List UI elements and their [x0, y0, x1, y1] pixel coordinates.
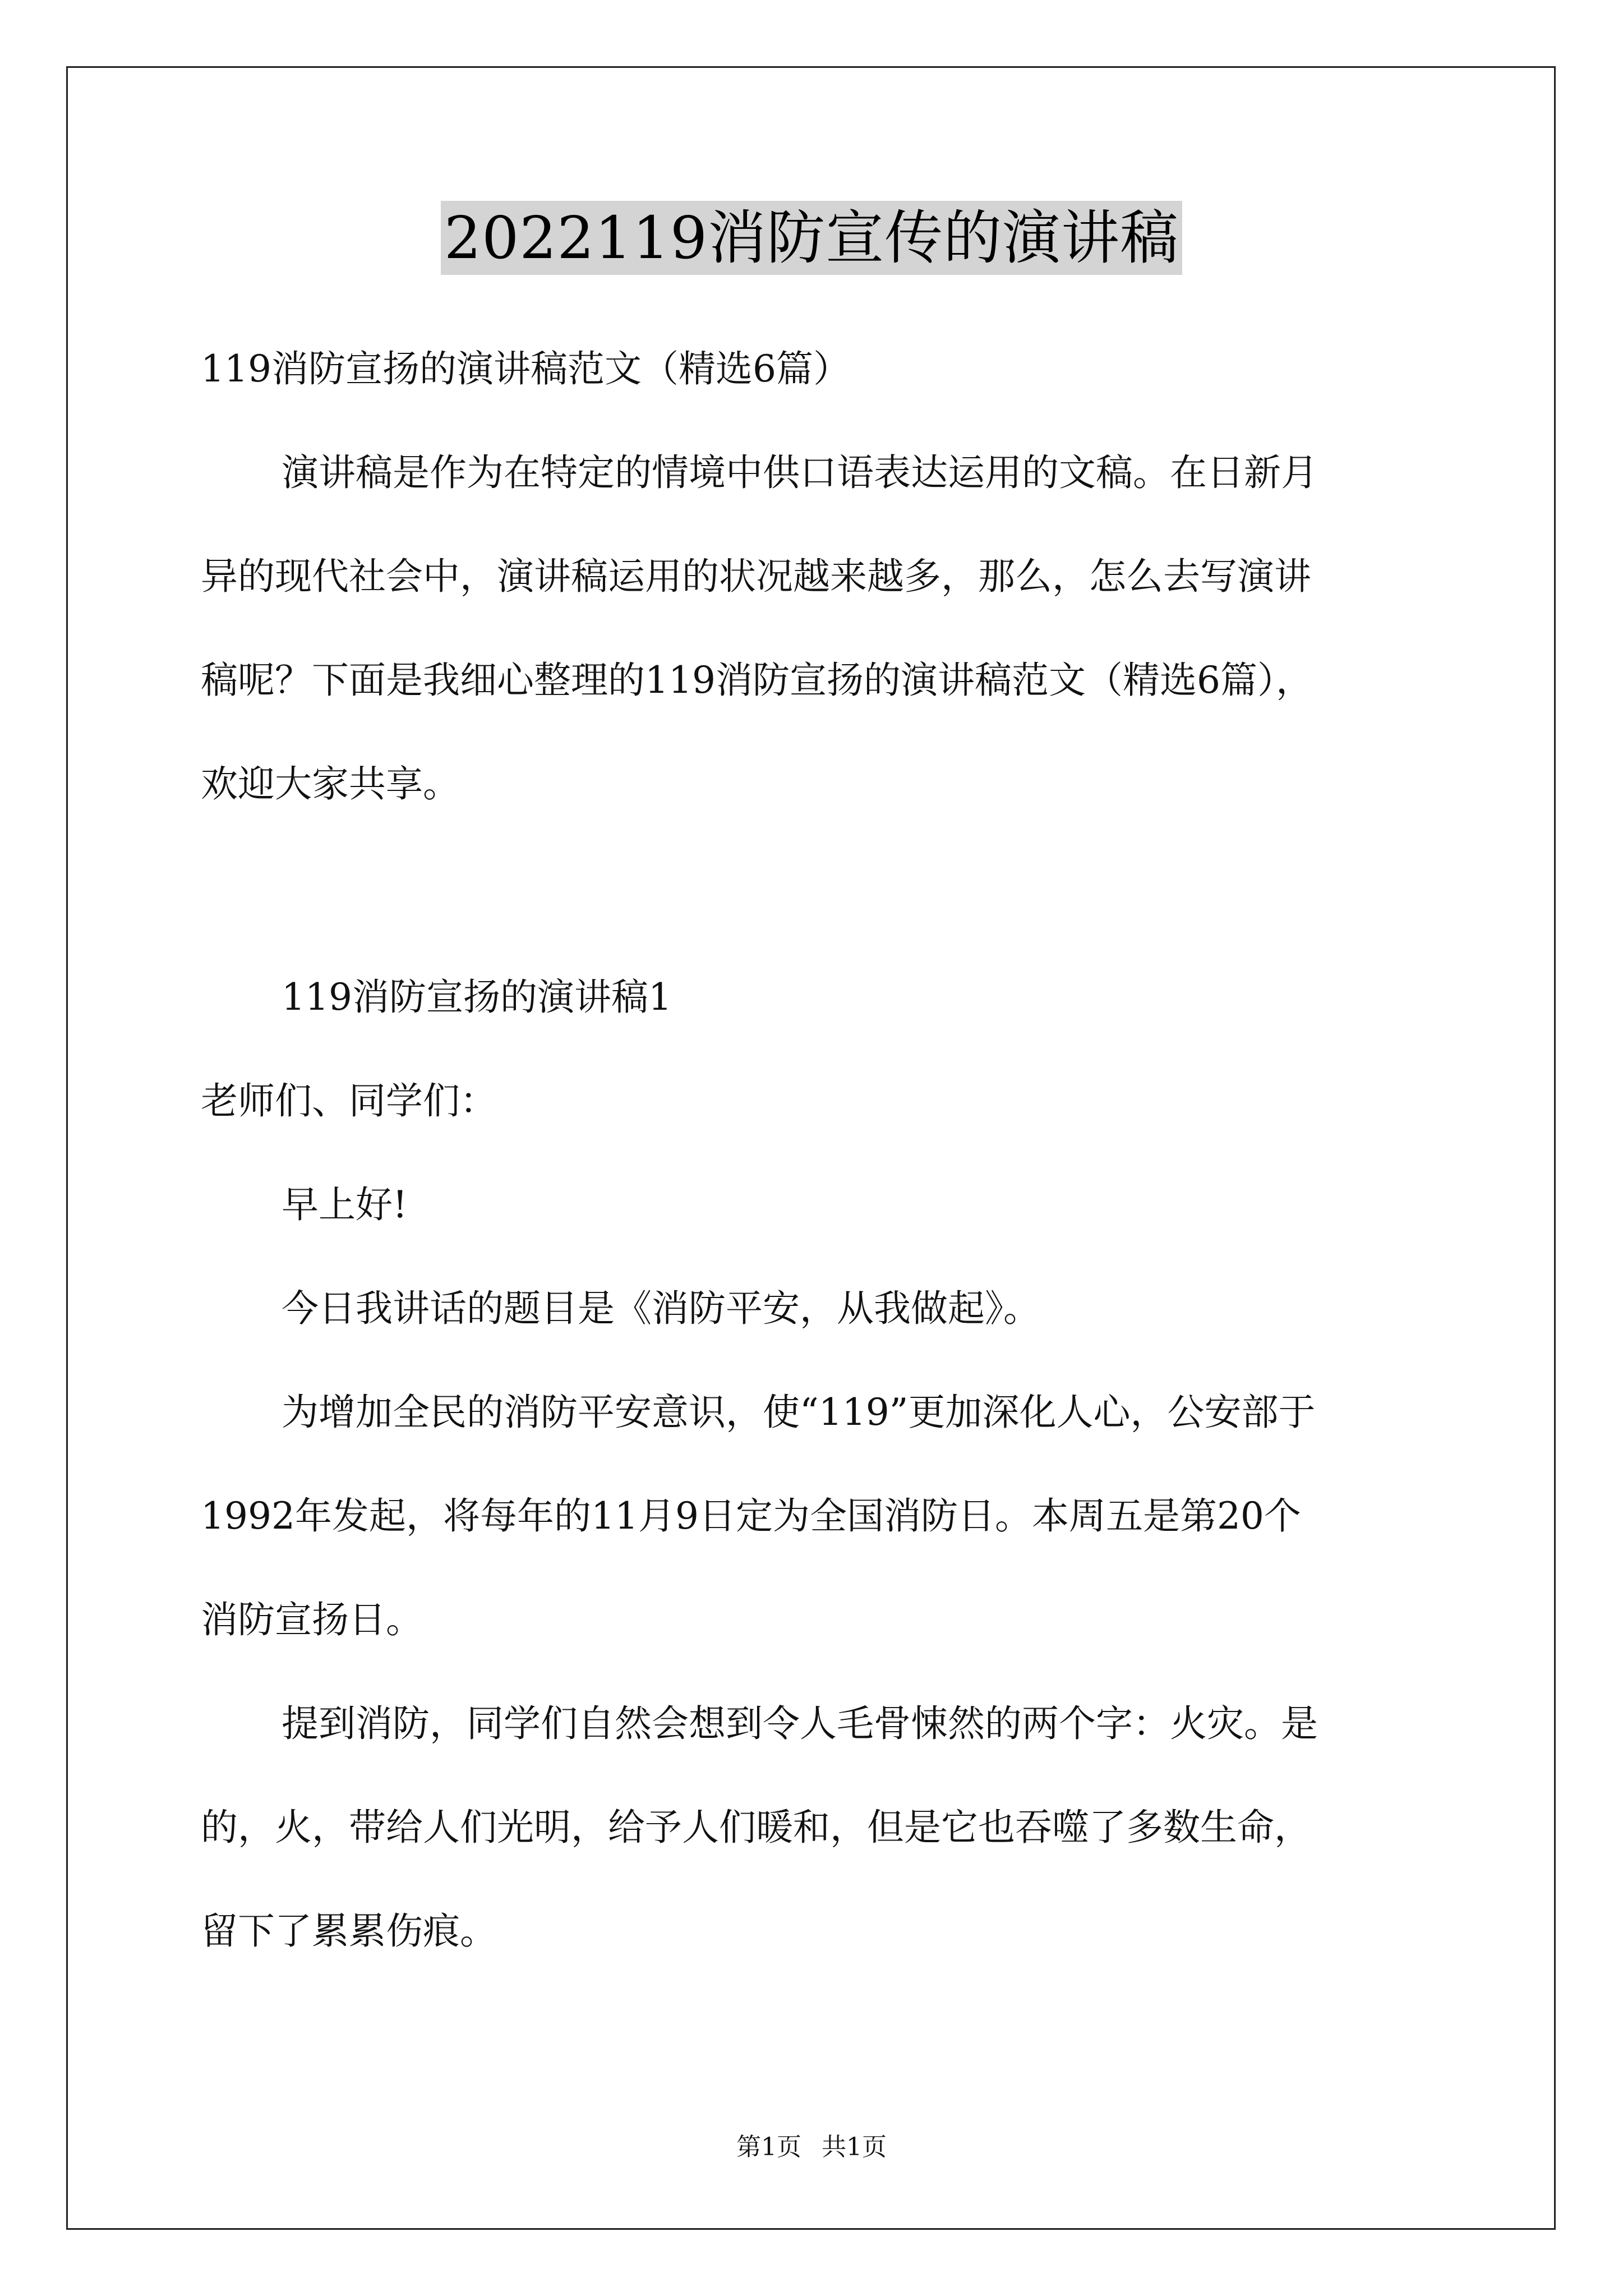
greeting-line: 早上好!	[282, 1183, 408, 1226]
paragraph-line: 提到消防，同学们自然会想到令人毛骨悚然的两个字：火灾。是	[282, 1702, 1318, 1745]
document-title: 2022119消防宣传的演讲稿	[441, 201, 1182, 275]
paragraph-line: 为增加全民的消防平安意识，使“119”更加深化人心，公安部于	[282, 1391, 1316, 1434]
paragraph-line: 1992年发起，将每年的11月9日定为全国消防日。本周五是第20个	[201, 1494, 1301, 1538]
page-footer	[0, 2132, 1623, 2163]
title-container	[0, 201, 1623, 275]
paragraph-line: 欢迎大家共享。	[201, 762, 460, 806]
paragraph-line: 留下了累累伤痕。	[201, 1910, 497, 1953]
paragraph-line: 今日我讲话的题目是《消防平安，从我做起》。	[282, 1287, 1040, 1330]
paragraph-line: 稿呢？下面是我细心整理的119消防宣扬的演讲稿范文（精选6篇），	[201, 659, 1313, 702]
subtitle-line: 119消防宣扬的演讲稿范文（精选6篇）	[201, 347, 850, 390]
paragraph-line: 异的现代社会中，演讲稿运用的状况越来越多，那么，怎么去写演讲	[201, 555, 1311, 598]
paragraph-line: 消防宣扬日。	[201, 1598, 423, 1641]
page-total: 共1页	[822, 2133, 887, 2161]
section-heading: 119消防宣扬的演讲稿1	[282, 976, 672, 1019]
paragraph-line: 演讲稿是作为在特定的情境中供口语表达运用的文稿。在日新月	[282, 451, 1318, 494]
paragraph-line: 的，火，带给人们光明，给予人们暖和，但是它也吞噬了多数生命，	[201, 1806, 1311, 1849]
salutation-line: 老师们、同学们：	[201, 1079, 497, 1122]
page-number: 第1页	[736, 2133, 801, 2161]
